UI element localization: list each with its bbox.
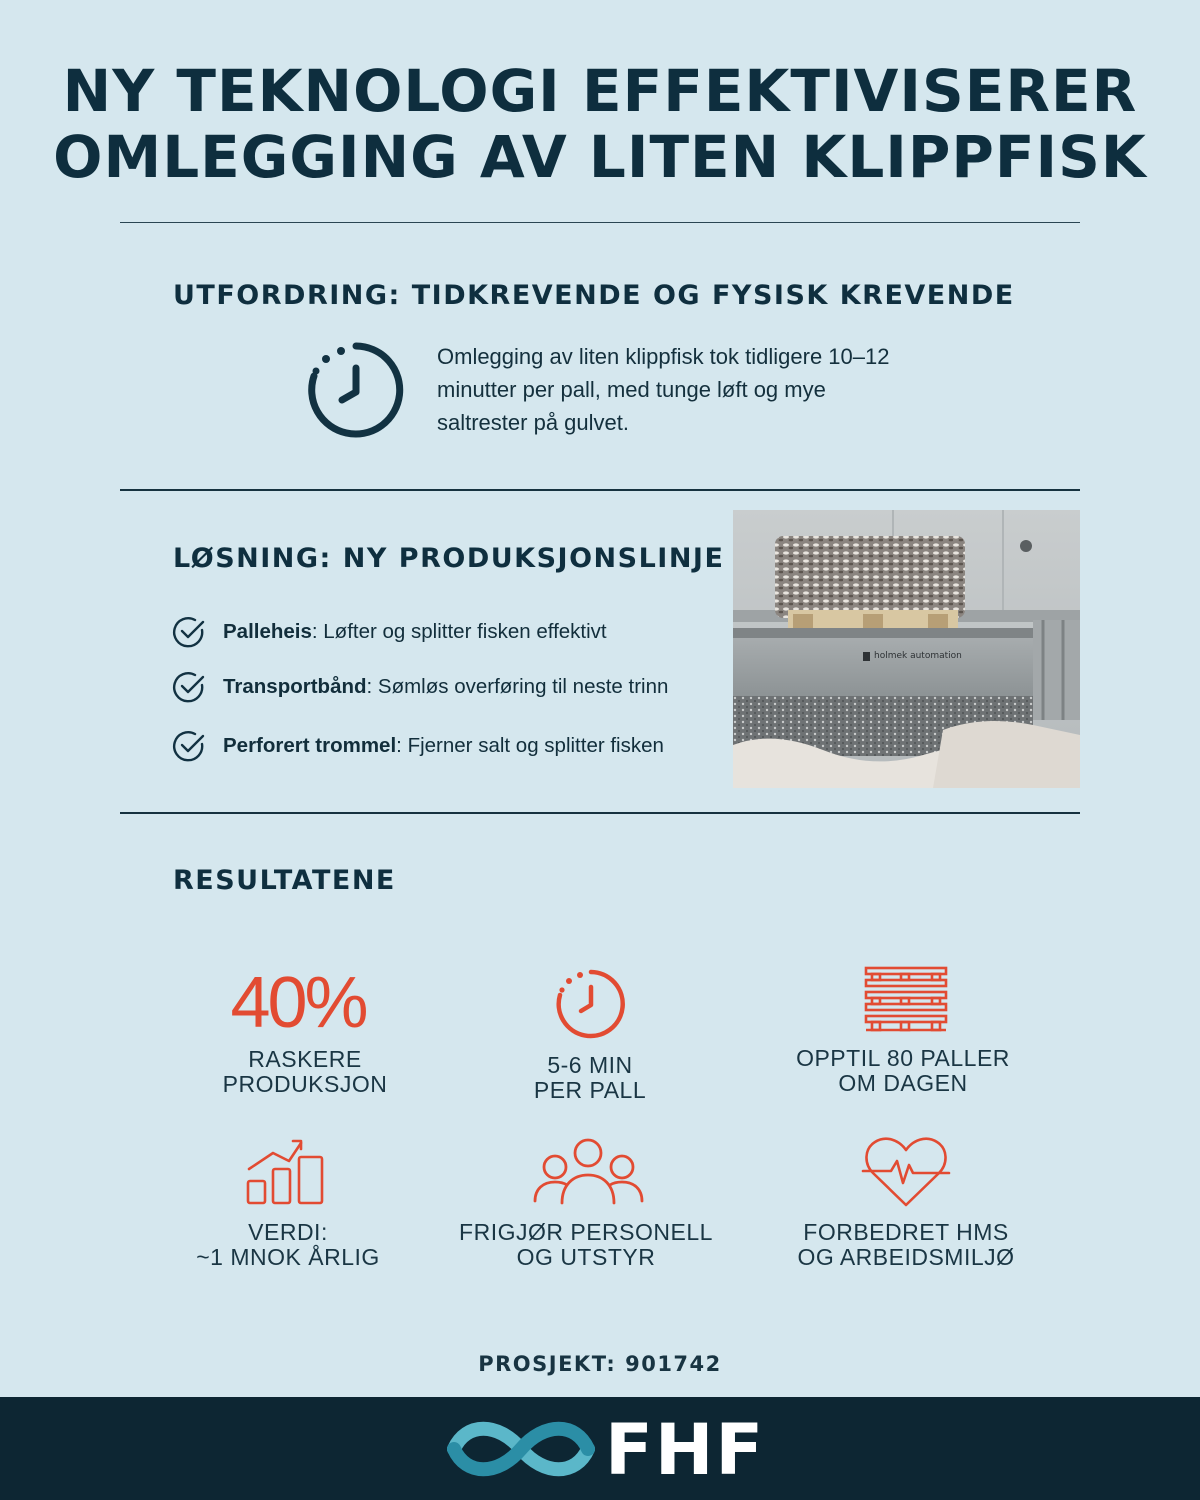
- stat-caption: VERDI: ~1 MNOK ÅRLIG: [196, 1219, 380, 1270]
- check-circle-icon: [172, 670, 206, 704]
- divider: [120, 222, 1080, 223]
- solution-item: [172, 729, 664, 763]
- check-circle-icon: [172, 729, 206, 763]
- heart-pulse-icon: [861, 1135, 951, 1209]
- stat-caption: OPPTIL 80 PALLER OM DAGEN: [796, 1045, 1010, 1096]
- pallet-stack-icon: [862, 965, 948, 1035]
- check-circle-icon: [172, 615, 206, 649]
- stat-big-number: 40%: [230, 963, 366, 1043]
- fhf-logo-icon: [446, 1414, 596, 1484]
- production-line-photo: [733, 510, 1080, 788]
- challenge-heading: UTFORDRING: TIDKREVENDE OG FYSISK KREVENDE: [173, 280, 1015, 311]
- divider: [120, 489, 1080, 491]
- people-icon: [531, 1137, 646, 1207]
- growth-chart-icon: [243, 1137, 329, 1207]
- stat-caption: 5-6 MIN PER PALL: [533, 1052, 647, 1103]
- stat-caption: FORBEDRET HMS OG ARBEIDSMILJØ: [797, 1219, 1015, 1270]
- page-title-line-2: OMLEGGING AV LITEN KLIPPFISK: [53, 123, 1147, 191]
- solution-item: [172, 615, 607, 649]
- solution-heading: LØSNING: NY PRODUKSJONSLINJE: [173, 543, 725, 574]
- clock-icon: [304, 340, 408, 440]
- clock-icon: [553, 967, 629, 1039]
- solution-item-text: : Sømløs overføring til neste trinn: [366, 675, 669, 698]
- divider: [120, 812, 1080, 814]
- solution-item-title: Transportbånd: [223, 675, 367, 698]
- solution-item-text: : Løfter og splitter fisken effektivt: [311, 620, 607, 643]
- fhf-logo-text: FHF: [605, 1409, 766, 1491]
- solution-item-title: Palleheis: [223, 620, 312, 643]
- stat-caption: FRIGJØR PERSONELL OG UTSTYR: [459, 1219, 713, 1270]
- project-number: PROSJEKT: 901742: [478, 1352, 722, 1376]
- stat-caption: RASKERE PRODUKSJON: [222, 1046, 388, 1097]
- results-heading: RESULTATENE: [173, 865, 396, 896]
- photo-logo-text: holmek automation: [874, 651, 962, 661]
- footer-bar: [0, 1397, 1200, 1500]
- solution-item: [172, 670, 668, 704]
- page-title-line-1: NY TEKNOLOGI EFFEKTIVISERER: [62, 57, 1138, 125]
- challenge-text: Omlegging av liten klippfisk tok tidligere 10–12 minutter per pall, med tunge løft og mye saltrester på gulvet.: [437, 344, 890, 435]
- solution-item-title: Perforert trommel: [223, 734, 397, 757]
- solution-item-text: : Fjerner salt og splitter fisken: [396, 734, 664, 757]
